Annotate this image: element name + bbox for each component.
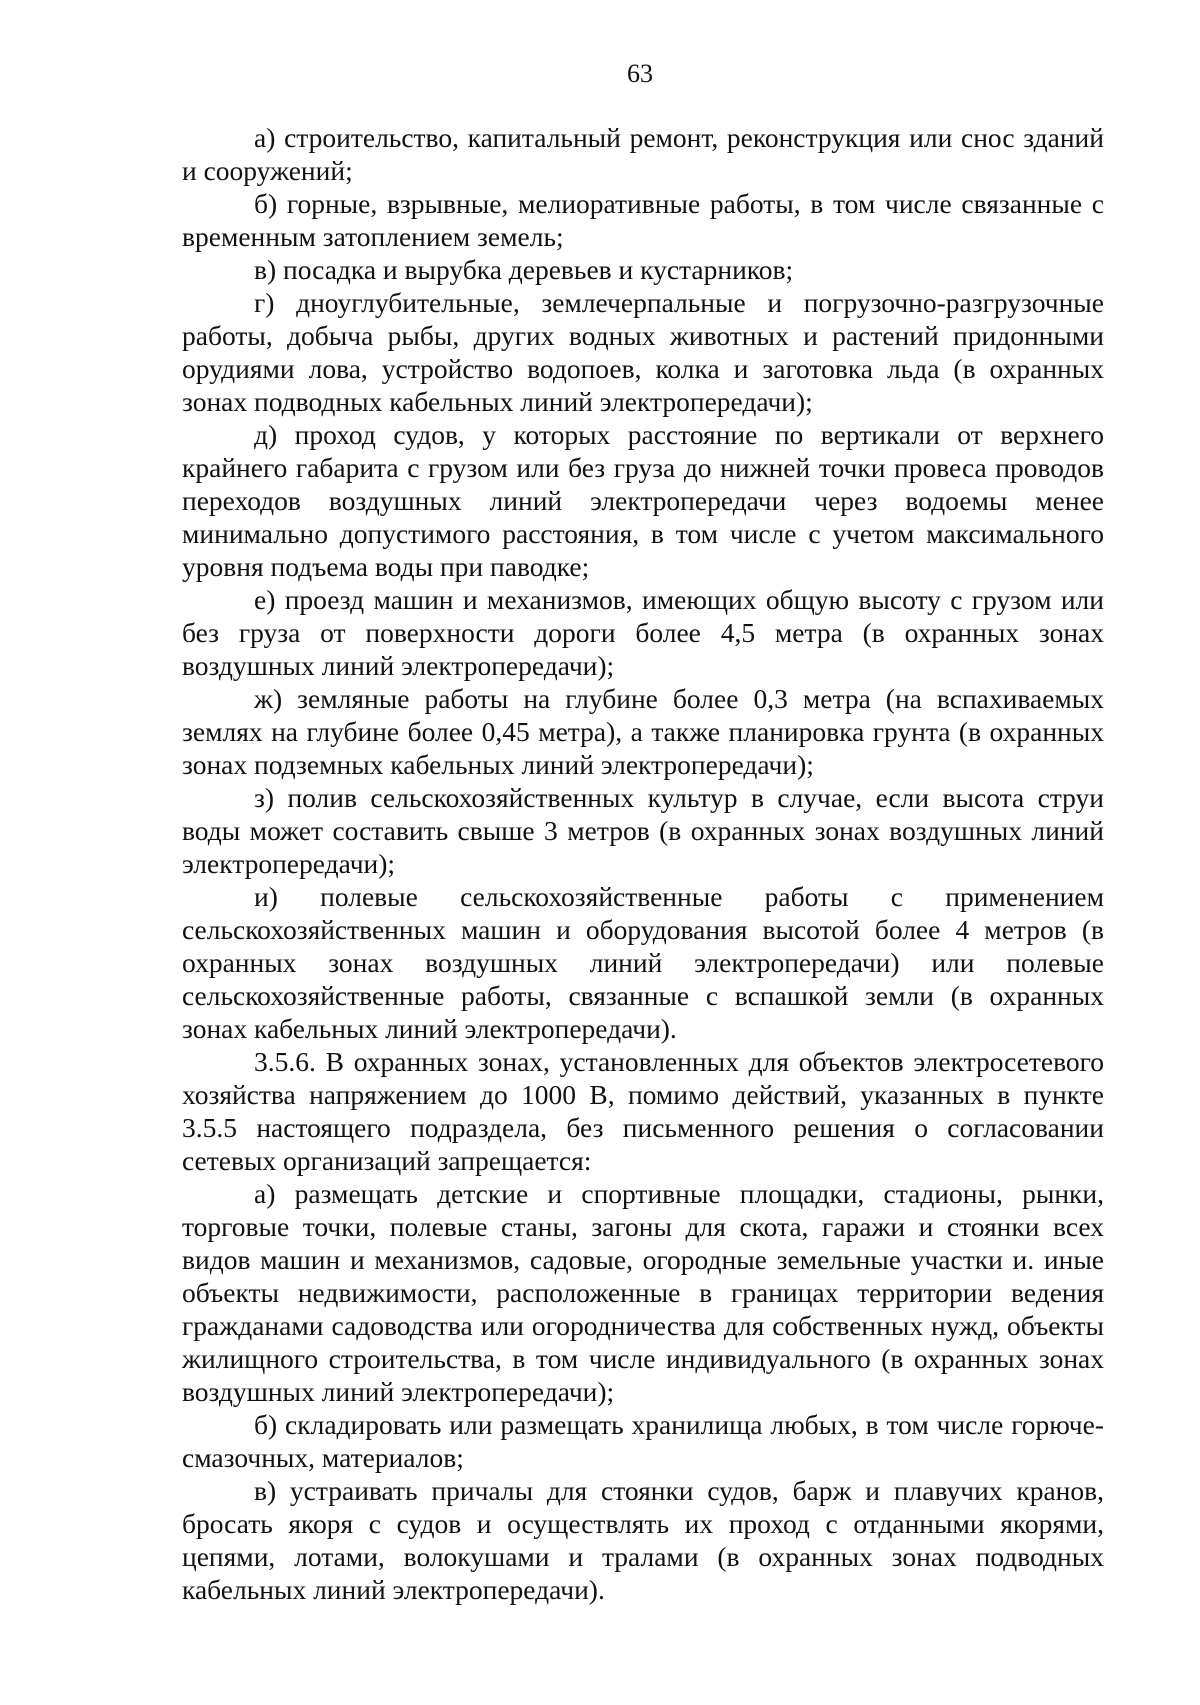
paragraph-b-mining: б) горные, взрывные, мелиоративные работы, в том числе связанные с временным затоплением земель;	[182, 188, 1104, 252]
paragraph-v-moorings: в) устраивать причалы для стоянки судов, барж и плавучих кранов, бросать якоря с судов и осуществлять их проход с отданными якорями, цепями, лотами, волокушами и тралами (в охранных зонах подводных кабельных линий электропередачи).	[182, 1475, 1104, 1605]
paragraph-a-construction: а) строительство, капитальный ремонт, реконструкция или снос зданий и сооружений;	[182, 122, 1104, 186]
paragraph-e-vehicle-passage: е) проезд машин и механизмов, имеющих общую высоту с грузом или без груза от поверхности дороги более 4,5 метра (в охранных зонах воздушных линий электропередачи);	[182, 584, 1104, 681]
page-number: 63	[627, 59, 653, 88]
paragraph-zh-earthworks: ж) земляные работы на глубине более 0,3 метра (на вспахиваемых землях на глубине более 0,45 метра), а также планировка грунта (в охранных зонах подземных кабельных линий электропередачи);	[182, 683, 1104, 780]
paragraph-3-5-6: 3.5.6. В охранных зонах, установленных для объектов электросетевого хозяйства напряжением до 1000 В, помимо действий, указанных в пункте 3.5.5 настоящего подраздела, без письменного решения о согласовании сетевых организаций запрещается:	[182, 1046, 1104, 1176]
paragraph-a-placement: а) размещать детские и спортивные площадки, стадионы, рынки, торговые точки, полевые станы, загоны для скота, гаражи и стоянки всех видов машин и механизмов, садовые, огородные земельные участки и. иные объекты недвижимости, расположенные в границах территории ведения гражданами садоводства или огородничества для собственных нужд, объекты жилищного строительства, в том числе индивидуального (в охранных зонах воздушных линий электропередачи);	[182, 1178, 1104, 1407]
paragraph-d-ship-passage: д) проход судов, у которых расстояние по вертикали от верхнего крайнего габарита с грузом или без груза до нижней точки провеса проводов переходов воздушных линий электропередачи через водоемы менее минимально допустимого расстояния, в том числе с учетом максимального уровня подъема воды при паводке;	[182, 419, 1104, 582]
paragraph-v-planting: в) посадка и вырубка деревьев и кустарников;	[254, 254, 794, 285]
paragraph-i-field-works: и) полевые сельскохозяйственные работы с применением сельскохозяйственных машин и оборудования высотой более 4 метров (в охранных зонах воздушных линий электропередачи) или полевые сельскохозяйственные работы, связанные с вспашкой земли (в охранных зонах кабельных линий электропередачи).	[182, 881, 1104, 1044]
document-body	[182, 121, 1104, 1606]
paragraph-g-dredging: г) дноуглубительные, землечерпальные и погрузочно-разгрузочные работы, добыча рыбы, других водных животных и растений придонными орудиями лова, устройство водопоев, колка и заготовка льда (в охранных зонах подводных кабельных линий электропередачи);	[182, 287, 1104, 417]
paragraph-b-storage: б) складировать или размещать хранилища любых, в том числе горюче-смазочных, материалов;	[182, 1409, 1104, 1473]
paragraph-z-irrigation: з) полив сельскохозяйственных культур в случае, если высота струи воды может составить свыше 3 метров (в охранных зонах воздушных линий электропередачи);	[182, 782, 1104, 879]
